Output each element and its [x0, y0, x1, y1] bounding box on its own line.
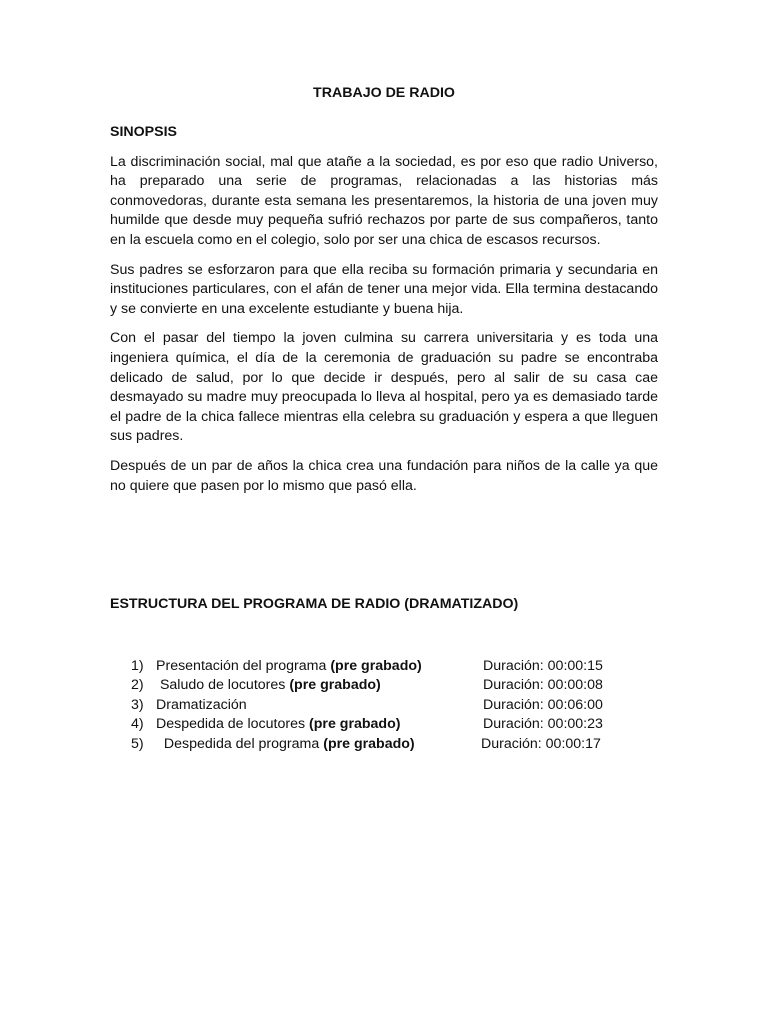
item-duration: Duración: 00:00:17: [481, 736, 601, 753]
item-label: Despedida del programa: [163, 736, 320, 753]
sinopsis-body: [110, 153, 658, 497]
document-title: TRABAJO DE RADIO: [313, 85, 455, 101]
item-description: [156, 715, 400, 735]
program-structure-list: [110, 657, 658, 755]
item-number: 3): [131, 696, 144, 713]
estructura-heading: ESTRUCTURA DEL PROGRAMA DE RADIO (DRAMATIZADO): [110, 596, 519, 613]
sinopsis-paragraph-4: Después de un par de años la chica crea una fundación para niños de la calle ya que no quiere que pasen por lo mismo que pasó ella.: [110, 457, 658, 494]
item-label: Saludo de locutores: [159, 677, 286, 694]
item-number: 5): [131, 736, 144, 753]
item-description: [156, 676, 381, 696]
item-label: Despedida de locutores: [156, 716, 306, 733]
item-description: [156, 735, 415, 755]
list-item: [110, 676, 658, 696]
item-description: [156, 657, 422, 677]
item-number: 2): [131, 677, 144, 694]
item-number: 1): [131, 657, 144, 674]
item-label: Presentación del programa: [156, 657, 327, 674]
list-item: [110, 657, 658, 677]
item-tag: (pre grabado): [323, 736, 415, 753]
sinopsis-paragraph-2: Sus padres se esforzaron para que ella reciba su formación primaria y secundaria en instituciones particulares, con el afán de tener una mejor vida. Ella termina destacando y se convierte en una excelente estudiante y buena hija.: [110, 261, 658, 317]
list-item: [110, 715, 658, 735]
list-item: [110, 696, 658, 716]
item-duration: Duración: 00:00:15: [483, 657, 603, 674]
item-tag: (pre grabado): [330, 657, 422, 674]
sinopsis-paragraph-3: Con el pasar del tiempo la joven culmina su carrera universitaria y es toda una ingeniera química, el día de la ceremonia de graduación su padre se encontraba delicado de salud, por lo que decide ir después, pero al salir de su casa cae desmayado su madre muy preocupada lo lleva al hospital, pero ya es demasiado tarde el padre de la chica fallece mientras ella celebra su graduación y espera a que lleguen sus padres.: [110, 330, 658, 445]
item-duration: Duración: 00:00:23: [483, 716, 603, 733]
item-duration: Duración: 00:06:00: [483, 696, 603, 713]
sinopsis-paragraph-1: La discriminación social, mal que atañe a la sociedad, es por eso que radio Universo, ha preparado una serie de programas, relacionadas a las historias más conmovedoras, durante esta semana les presentaremos, la historia de una joven muy humilde que desde muy pequeña sufrió rechazos por parte de sus compañeros, tanto en la escuela como en el colegio, solo por ser una chica de escasos recursos.: [110, 153, 658, 248]
list-item: [110, 735, 658, 755]
item-label: Dramatización: [156, 696, 247, 713]
sinopsis-heading: SINOPSIS: [110, 124, 178, 140]
item-tag: (pre grabado): [309, 716, 401, 733]
document-page: [110, 80, 658, 755]
item-tag: (pre grabado): [289, 677, 381, 694]
item-duration: Duración: 00:00:08: [483, 677, 603, 694]
item-description: [156, 696, 247, 716]
item-number: 4): [131, 716, 144, 733]
